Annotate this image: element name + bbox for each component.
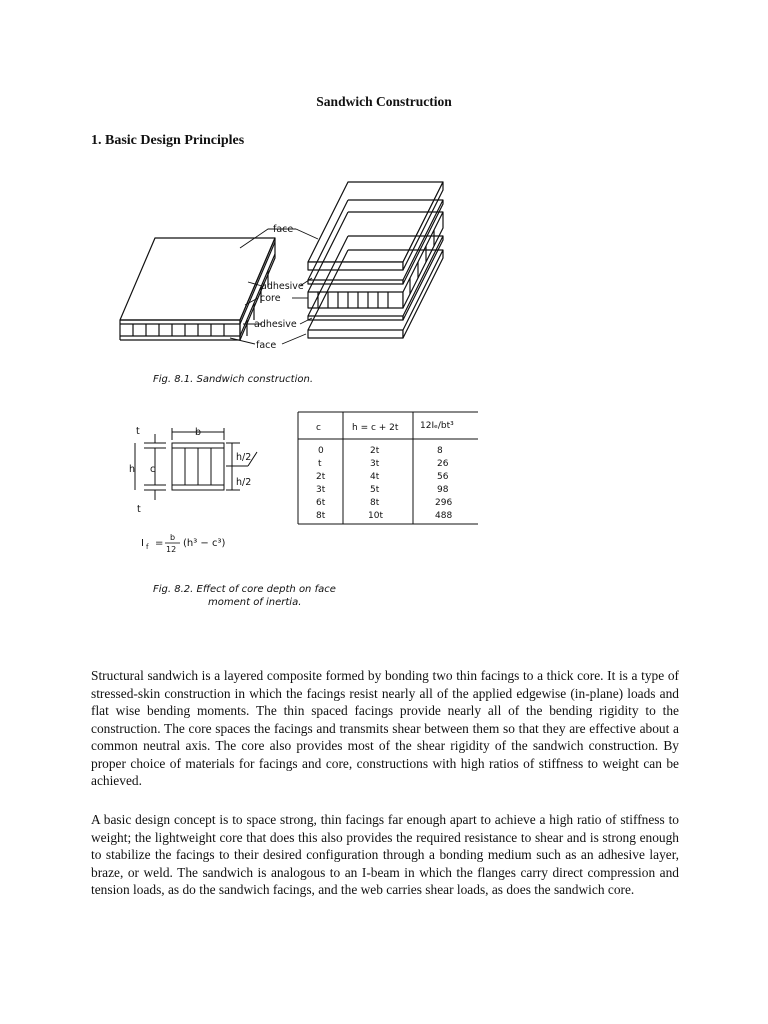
dim-h2-bottom: h/2 <box>236 477 252 488</box>
table-header-ratio: 12Iₑ/bt³ <box>420 421 454 431</box>
dim-h: h <box>129 464 136 475</box>
dim-c: c <box>150 464 156 475</box>
table-cell: 296 <box>435 498 453 508</box>
figure2-caption-line1: Fig. 8.2. Effect of core depth on face <box>153 584 336 595</box>
formula-numerator: b <box>170 533 176 542</box>
dim-t-top: t <box>136 426 140 437</box>
label-adhesive-top: adhesive <box>261 281 304 292</box>
table-cell: 8t <box>370 498 380 508</box>
figure2-caption-line2: moment of inertia. <box>208 597 302 608</box>
table-cell: 98 <box>437 485 449 495</box>
table-header-h: h = c + 2t <box>352 423 399 433</box>
table-cell: 56 <box>437 472 449 482</box>
label-face-top: face <box>273 224 294 235</box>
table-cell: t <box>318 459 322 469</box>
formula-equals: = <box>155 538 164 549</box>
formula-denominator: 12 <box>166 545 177 554</box>
dim-h2-top: h/2 <box>236 452 252 463</box>
label-core: core <box>260 293 281 304</box>
formula-subscript: f <box>146 543 149 551</box>
paragraph-design-concept: A basic design concept is to space strong, thin facings far enough apart to achieve a high ratio of stiffness to weight; the lightweight core that does this also provides the required resistance to shear and is strong enough to stabilize the facings to their desired configuration through a bonding medium such as an adhesive layer, braze, or weld. The sandwich is analogous to an I-beam in which the flanges carry direct compression and tension loads, as do the sandwich facings, and the web carries shear loads, as does the sandwich core. <box>91 812 679 897</box>
table-cell: 488 <box>435 511 453 521</box>
table-cell: 8t <box>316 511 326 521</box>
table-cell: 3t <box>316 485 326 495</box>
table-cell: 8 <box>437 446 443 456</box>
table-cell: 10t <box>368 511 383 521</box>
table-cell: 4t <box>370 472 380 482</box>
table-cell: 5t <box>370 485 380 495</box>
table-cell: 3t <box>370 459 380 469</box>
inertia-table-header <box>316 421 454 433</box>
figure1-caption: Fig. 8.1. Sandwich construction. <box>153 374 313 385</box>
dim-b: b <box>195 427 202 438</box>
section-heading: 1. Basic Design Principles <box>91 133 245 148</box>
table-cell: 2t <box>316 472 326 482</box>
label-adhesive-bottom: adhesive <box>254 319 297 330</box>
document-title: Sandwich Construction <box>316 94 452 109</box>
moment-of-inertia-formula <box>141 533 225 554</box>
paragraph-intro: Structural sandwich is a layered composite formed by bonding two thin facings to a thick core. It is a type of stressed-skin construction in which the facings resist nearly all of the applied edgewise (in-plane) loads and flat wise bending moments. The thin spaced facings provide nearly all of the bending rigidity to the construction. The core spaces the facings and transmits shear between them so that they are effective about a common neutral axis. The core also provides most of the shear rigidity of the sandwich construction. By proper choice of materials for facings and core, constructions with high ratios of stiffness to weight can be achieved. <box>91 668 679 788</box>
table-header-c: c <box>316 423 321 433</box>
table-cell: 26 <box>437 459 449 469</box>
formula-rhs: (h³ − c³) <box>183 538 226 549</box>
formula-lhs: I <box>141 538 144 549</box>
dim-t-bottom: t <box>137 504 141 515</box>
inertia-table-body <box>316 446 452 521</box>
table-cell: 6t <box>316 498 326 508</box>
label-face-bottom: face <box>256 340 277 351</box>
table-cell: 2t <box>370 446 380 456</box>
table-cell: 0 <box>318 446 324 456</box>
